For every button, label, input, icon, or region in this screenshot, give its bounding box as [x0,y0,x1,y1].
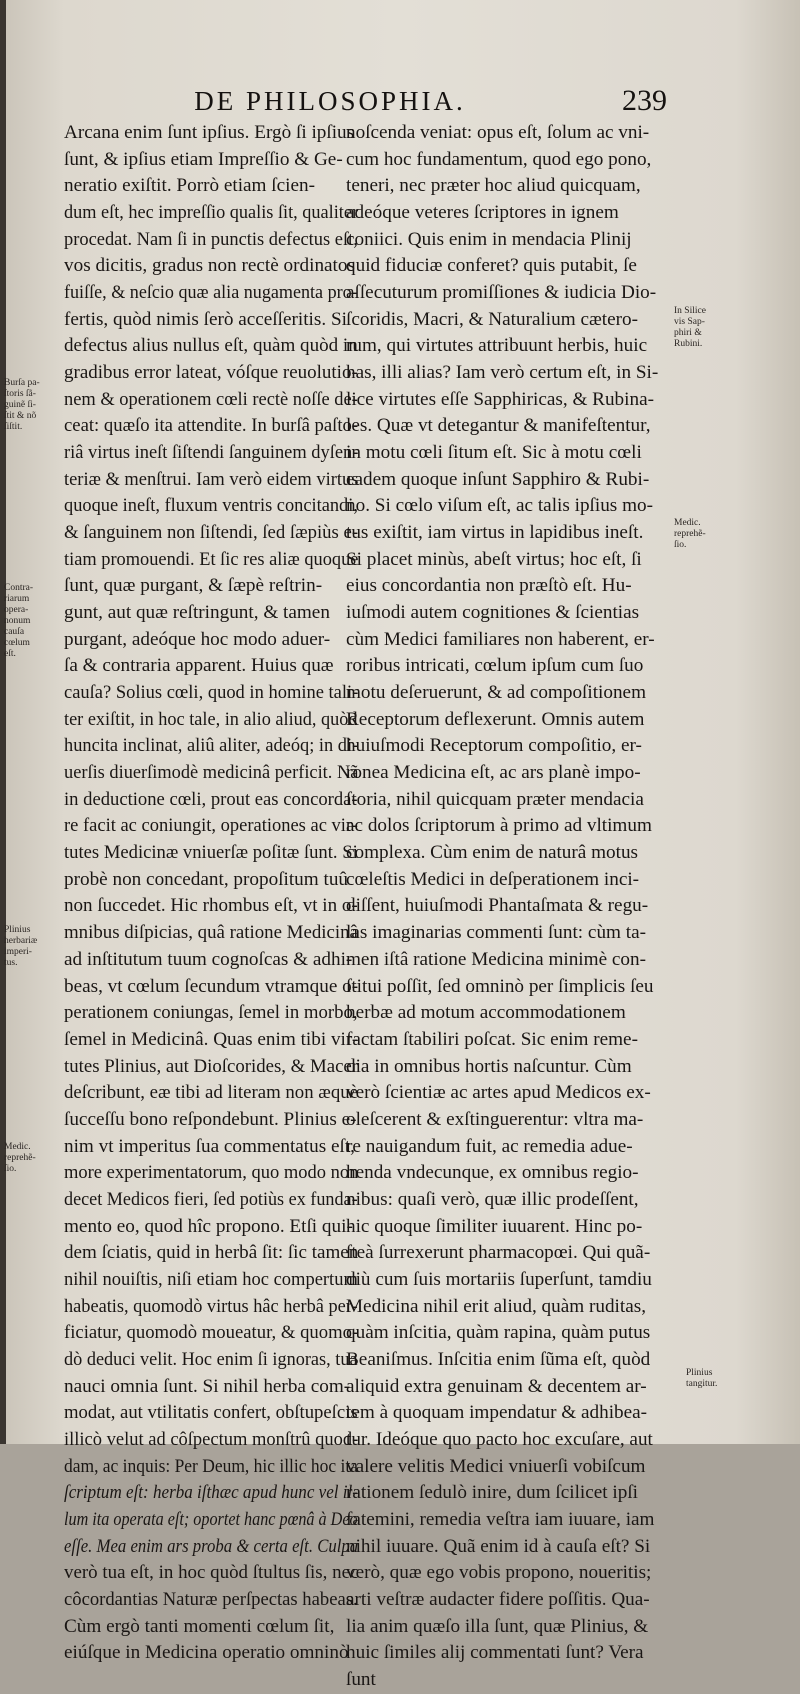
text-line: verò ſcientiæ ac artes apud Medicos ex- [346,1082,651,1104]
text-line: huncita inclinat, aliû aliter, adeóq; in di- [64,735,359,757]
text-line: herbæ ad motum accommodationem [346,1002,626,1024]
text-line: ac dolos ſcriptorum à primo ad vltimum [346,815,652,837]
text-line: aliquid extra genuinam & decentem ar- [346,1375,647,1397]
right-text-column [346,120,664,1694]
note-line: cauſa [4,627,25,637]
text-line: tus exiſtit, iam virtus in lapidibus ineſt. [346,522,644,544]
text-line: diſſent, huiuſmodi Phantaſmata & regu- [346,895,649,917]
text-line: illicò velut ad côſpectum monſtrû quod- [64,1428,359,1450]
note-line: ſtit & nõ [4,411,37,421]
text-line: gradibus error lateat, vóſque reuolutio- [64,362,358,384]
text-line: men iſtâ ratione Medicina minimè con- [346,948,646,970]
page-edge [0,0,6,1444]
text-line: aſſecuturum promiſſiones & iudicia Dio- [346,282,657,304]
text-line: rum, qui virtutes attribuunt herbis, huic [346,335,648,357]
text-line: iuſmodi autem cognitiones & ſcientias [346,602,640,624]
note-line: riarum [4,594,30,604]
text-line: dem ſciatis, quid in herbâ ſit: ſic tamen [64,1242,359,1264]
margin-note-silice [674,306,736,350]
text-line: eius concordantia non præſtò eſt. Hu- [346,575,632,597]
text-line: ſemel in Medicinâ. Quas enim tibi vir- [64,1028,359,1050]
text-line: ſtitui poſſit, ſed omninò per ſimplicis ſeu [346,975,654,997]
running-title: DE PHILOSOPHIA. [194,86,466,116]
text-line: probè non concedant, propoſitum tuû [64,868,349,890]
note-line: phiri & [674,328,702,338]
note-line: Medic. [674,518,701,528]
text-line: mento eo, quod hîc propono. Etſi qui- [64,1215,353,1237]
text-line: Cùm ergò tanti momenti cœlum ſit, [64,1615,335,1637]
note-line: ſio. [674,540,687,550]
note-line: vis Sap- [674,317,705,327]
text-line: eadem quoque inſunt Sapphiro & Rubi- [346,468,650,490]
text-line: riâ virtus ineſt ſiſtendi ſanguinem dyſen- [64,442,359,464]
text-line: ſa & contraria apparent. Huius quæ [64,655,334,677]
text-line: valere velitis Medici vniuerſi vobiſcum [346,1455,646,1477]
text-line: uerſis diuerſimodè medicinâ perficit. Nã [64,762,359,784]
text-line: ſunt [346,1668,376,1690]
text-line: & ſanguinem non ſiſtendi, ſed ſæpiùs e- [64,522,359,544]
text-line: cauſa? Solius cœli, quod in homine tali- [64,682,359,704]
text-line: Beaniſmus. Inſcitia enim ſũma eſt, quòd [346,1348,651,1370]
margin-note-plinius-herbarie [4,925,60,969]
text-line: Si placet minùs, abeſt virtus; hoc eſt, ſi [346,548,642,570]
text-line: roribus intricati, cœlum ipſum cum ſuo [346,655,644,677]
text-line: nihil iuuare. Quã enim id à cauſa eſt? Si [346,1535,651,1557]
text-line: deſcribunt, eæ tibi ad literam non æquè [64,1082,359,1104]
text-line: diù cum ſuis mortariis ſuperſunt, tamdiu [346,1268,652,1290]
text-line: nihil nouiſtis, niſi etiam hoc compertum [64,1268,358,1290]
note-line: Plinius [4,925,31,935]
text-line: no. Si cœlo viſum eſt, ac talis ipſius mo- [346,495,653,517]
text-line: arti veſtræ audacter fidere poſſitis. Qua- [346,1588,650,1610]
text-line: ronea Medicina eſt, ac ars planè impo- [346,762,641,784]
text-line: oleſcerent & exſtinguerentur: vltra ma- [346,1108,644,1130]
text-line: eſſe. Mea enim ars proba & certa eſt. Culpa [64,1535,359,1557]
text-line: noſcenda veniat: opus eſt, ſolum ac vni- [346,122,650,143]
text-line: tem à quoquam impendatur & adhibea- [346,1402,648,1424]
note-line: ſio. [4,1164,17,1174]
text-line: fertis, quòd nimis ſerò acceſſeritis. Si [64,308,347,330]
text-line: procedat. Nam ſi in punctis defectus eſt, [64,228,358,250]
margin-note-medic-left [4,1142,60,1175]
text-line: ſunt, & ipſius etiam Impreſſio & Ge- [64,148,343,170]
note-line: ſiſtit. [4,422,23,432]
margin-note-plinius-tangitur [686,1368,742,1390]
text-line: eiúſque in Medicina operatio omninò [64,1642,349,1664]
page-number: 239 [622,84,667,117]
note-line: opera- [4,605,29,615]
note-line: reprehẽ- [4,1153,36,1163]
text-line: has, illi alias? Iam verò certum eſt, in Si- [346,362,659,384]
text-line: decet Medicos fieri, ſed potiùs ex funda- [64,1188,358,1210]
text-line: nim vt imperitus ſua commentatus eſt, [64,1135,355,1157]
note-line: imperi- [4,947,32,957]
text-line: ſcriptum eſt: herba iſthæc apud hunc vel il- [64,1482,358,1504]
text-line: lum ita operata eſt; oportet hanc pœnâ à Deo [64,1508,358,1530]
note-line: tus. [4,958,18,968]
text-line: rationem ſedulò inire, dum ſcilicet ipſi [346,1482,639,1504]
note-line: reprehẽ- [674,529,706,539]
text-line: cùm Medici familiares non haberent, er- [346,628,655,650]
left-text-column [64,120,358,1667]
margin-note-bursa [4,378,60,433]
note-line: herbariæ [4,936,38,946]
text-line: Arcana enim ſunt ipſius. Ergò ſi ipſius [64,122,355,143]
text-line: ſteà ſurrexerunt pharmacopœi. Qui quã- [346,1242,651,1264]
text-line: ſcoridis, Macri, & Naturalium cætero- [346,308,638,330]
text-line: perationem coniungas, ſemel in morbo, [64,1002,358,1024]
text-line: quid fiduciæ conferet? quis putabit, ſe [346,255,637,277]
note-line: cœlum [4,638,30,648]
text-line: dum eſt, hec impreſſio qualis ſit, qualiter [64,202,359,224]
text-line: purgant, adeóque hoc modo aduer- [64,628,331,650]
text-line: fuiſſe, & neſcio quæ alia nugamenta pro- [64,282,358,304]
note-line: guinẽ ſi- [4,400,36,410]
note-line: Burſa pa- [4,378,40,388]
text-line: in deductione cœli, prout eas concorda- [64,788,358,810]
text-line: habeatis, quomodò virtus hâc herbâ per- [64,1295,358,1317]
note-line: Rubini. [674,339,703,349]
text-line: ſunt, quæ purgant, & ſæpè reſtrin- [64,575,323,597]
text-line: non ſuccedet. Hic rhombus eſt, vt in o- [64,895,358,917]
text-line: lia anim quæſo illa ſunt, quæ Plinius, & [346,1615,649,1637]
text-line: dia in omnibus hortis naſcuntur. Cùm [346,1055,632,1077]
text-line: Receptorum deflexerunt. Omnis autem [346,708,645,730]
text-line: côcordantias Naturæ perſpectas habeas. [64,1588,358,1610]
text-line: tiam promouendi. Et ſic res aliæ quoque [64,548,359,570]
margin-note-medic-right [674,518,730,551]
text-line: teneri, nec præter hoc aliud quicquam, [346,175,641,197]
text-line: huiuſmodi Receptorum compoſitio, er- [346,735,642,757]
running-header [0,86,800,122]
text-line: vos dicitis, gradus non rectè ordinatos [64,255,355,277]
text-line: nauci omnia ſunt. Si nihil herba com- [64,1375,351,1397]
text-line: verò, quæ ego vobis propono, noueritis; [346,1562,652,1584]
text-line: in motu cœli ſitum eſt. Sic à motu cœli [346,442,642,464]
note-line: Plinius [686,1368,713,1378]
text-line: dò deduci velit. Hoc enim ſi ignoras, tua [64,1348,358,1370]
text-line: re nauigandum fuit, ac remedia adue- [346,1135,633,1157]
text-line: motu deſeruerunt, & ad compoſitionem [346,682,647,704]
note-line: Contra- [4,583,34,593]
text-line: adeóque veteres ſcriptores in ignem [346,202,619,224]
text-line: ad inſtitutum tuum cognoſcas & adhi- [64,948,353,970]
note-line: eſt. [4,649,16,659]
text-line: tutes Medicinæ vniuerſæ poſitæ ſunt. Si [64,842,358,864]
text-line: nem & operationem cœli rectè noſſe de- [64,388,358,410]
note-line: Medic. [4,1142,31,1152]
text-line: mnibus diſpicias, quâ ratione Medicinâ [64,922,358,944]
text-line: cum hoc fundamentum, quod ego pono, [346,148,652,170]
text-line: nibus: quaſi verò, quæ illic prodeſſent, [346,1188,639,1210]
text-line: gunt, aut quæ reſtringunt, & tamen [64,602,330,624]
text-line: re facit ac coniungit, operationes ac vir- [64,815,358,837]
text-line: ficiatur, quomodò moueatur, & quomo- [64,1322,359,1344]
text-line: quàm inſcitia, quàm rapina, quàm putus [346,1322,651,1344]
text-line: more experimentatorum, quo modo non [64,1162,359,1184]
text-line: ſtoria, nihil quicquam præter mendacia [346,788,644,810]
text-line: ceat: quæſo ita attendite. In burſâ paſto- [64,415,359,437]
note-line: nonum [4,616,31,626]
text-line: complexa. Cùm enim de naturâ motus [346,842,639,864]
text-line: hic quoque ſimiliter iuuarent. Hinc po- [346,1215,643,1237]
text-line: quoque ineſt, fluxum ventris concitandi, [64,495,358,517]
text-line: factam ſtabiliri poſcat. Sic enim reme- [346,1028,638,1050]
margin-note-contraria [4,583,60,660]
text-line: Medicina nihil erit aliud, quàm ruditas, [346,1295,647,1317]
text-line: defectus alius nullus eſt, quàm quòd in [64,335,358,357]
text-line: verò tua eſt, in hoc quòd ſtultus ſis, nec [64,1562,359,1584]
note-line: ſtoris ſã- [4,389,36,399]
text-line: tur. Ideóque quo pacto hoc excuſare, aut [346,1428,653,1450]
text-line: las imaginarias commenti ſunt: cùm ta- [346,922,646,944]
text-line: les. Quæ vt detegantur & manifeſtentur, [346,415,651,437]
note-line: tangitur. [686,1379,718,1389]
text-line: tutes Plinius, aut Dioſcorides, & Macer [64,1055,359,1077]
text-line: fatemini, remedia veſtra iam iuuare, iam [346,1508,655,1530]
text-line: beas, vt cœlum ſecundum vtramque o- [64,975,359,997]
text-line: lice virtutes eſſe Sapphiricas, & Rubina- [346,388,654,410]
note-line: In Silice [674,306,706,316]
text-line: teriæ & menſtrui. Iam verò eidem virtus [64,468,359,490]
text-line: dam, ac inquis: Per Deum, hic illic hoc ita [64,1455,358,1477]
text-line: coniici. Quis enim in mendacia Plinij [346,228,632,250]
text-line: ter exiſtit, in hoc tale, in alio aliud, quòd [64,708,358,730]
text-line: henda vndecunque, ex omnibus regio- [346,1162,639,1184]
text-line: huic ſimiles alij commentati ſunt? Vera [346,1642,644,1664]
text-line: neratio exiſtit. Porrò etiam ſcien- [64,175,315,197]
text-line: ſucceſſu bono reſpondebunt. Plinius e- [64,1108,357,1130]
text-line: cœleſtis Medici in deſperationem inci- [346,868,640,890]
text-line: modat, aut vtilitatis confert, obſtupeſcis [64,1402,358,1424]
